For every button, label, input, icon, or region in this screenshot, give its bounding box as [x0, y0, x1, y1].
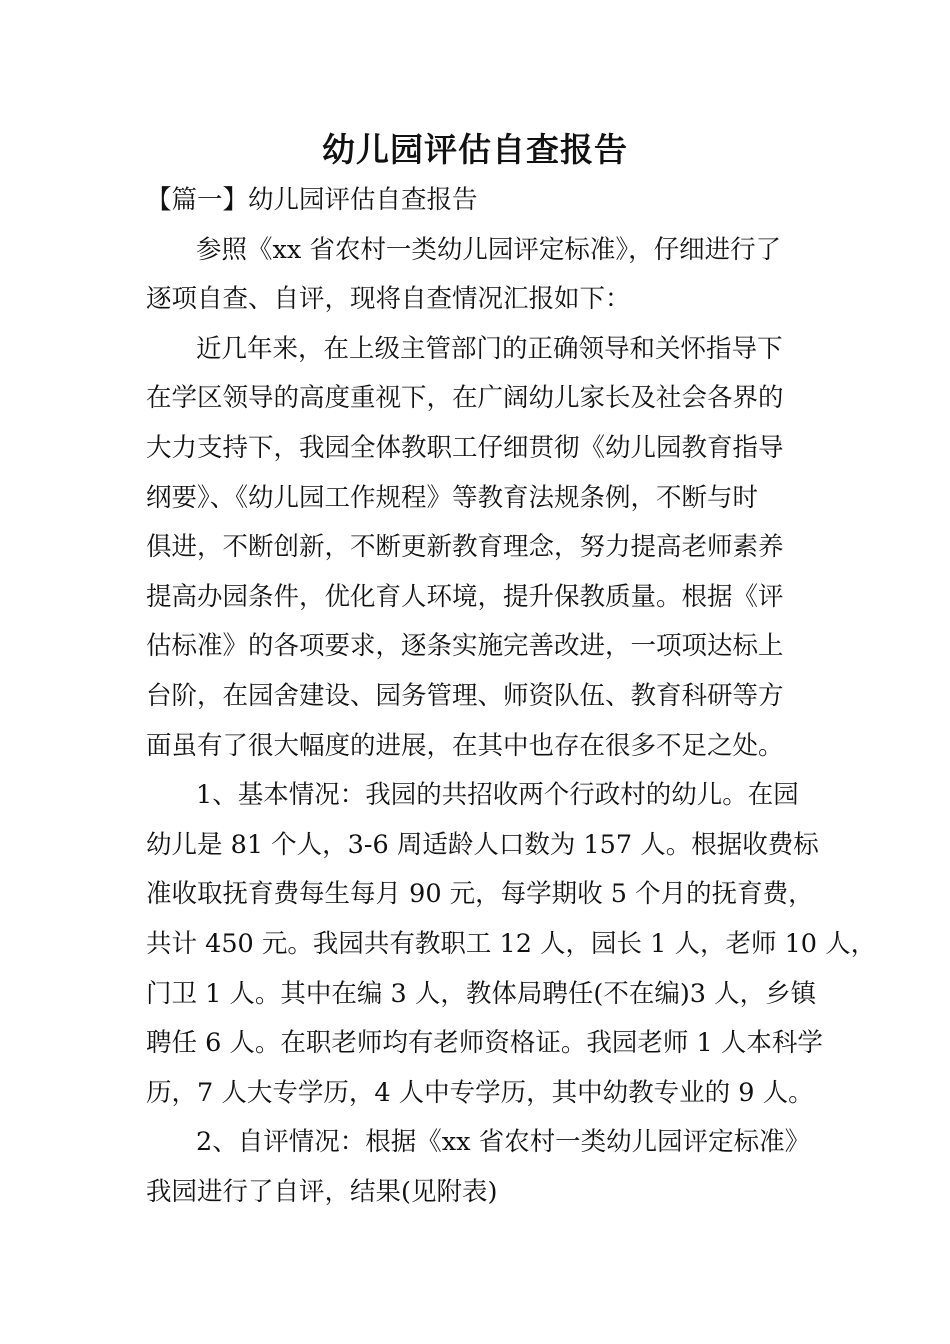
text-line: 准收取抚育费每生每月 90 元，每学期收 5 个月的抚育费， — [146, 879, 814, 910]
text-line: 俱进，不断创新，不断更新教育理念，努力提高老师素养 — [146, 532, 784, 563]
text-line: 参照《xx 省农村一类幼儿园评定标准》，仔细进行了 — [196, 234, 782, 265]
text-line: 我园进行了自评，结果(见附表) — [146, 1176, 498, 1207]
text-line: 提高办园条件，优化育人环境，提升保教质量。根据《评 — [146, 581, 784, 612]
text-line: 估标准》的各项要求，逐条实施完善改进，一项项达标上 — [146, 631, 784, 662]
text-line: 2、自评情况：根据《xx 省农村一类幼儿园评定标准》 — [196, 1127, 811, 1158]
text-line: 纲要》、《幼儿园工作规程》等教育法规条例，不断与时 — [146, 482, 759, 513]
text-line: 历，7 人大专学历，4 人中专学历，其中幼教专业的 9 人。 — [146, 1077, 814, 1108]
text-line: 门卫 1 人。其中在编 3 人，教体局聘任(不在编)3 人，乡镇 — [146, 978, 817, 1009]
section-heading: 【篇一】幼儿园评估自查报告 — [146, 185, 478, 215]
text-line: 近几年来，在上级主管部门的正确领导和关怀指导下 — [196, 333, 783, 364]
text-line: 逐项自查、自评，现将自查情况汇报如下： — [146, 284, 631, 315]
text-line: 在学区领导的高度重视下，在广阔幼儿家长及社会各界的 — [146, 383, 784, 414]
text-line: 共计 450 元。我园共有教职工 12 人，园长 1 人，老师 10 人， — [146, 928, 877, 959]
document-title: 幼儿园评估自查报告 — [322, 130, 628, 169]
text-line: 聘任 6 人。在职老师均有老师资格证。我园老师 1 人本科学 — [146, 1028, 823, 1059]
text-line: 幼儿是 81 个人，3-6 周适龄人口数为 157 人。根据收费标 — [146, 829, 819, 860]
text-line: 1、基本情况：我园的共招收两个行政村的幼儿。在园 — [196, 780, 799, 811]
text-line: 面虽有了很大幅度的进展，在其中也存在很多不足之处。 — [146, 730, 784, 761]
document-body — [146, 176, 877, 1217]
text-line: 大力支持下，我园全体教职工仔细贯彻《幼儿园教育指导 — [146, 432, 784, 463]
text-line: 台阶，在园舍建设、园务管理、师资队伍、教育科研等方 — [146, 680, 784, 711]
